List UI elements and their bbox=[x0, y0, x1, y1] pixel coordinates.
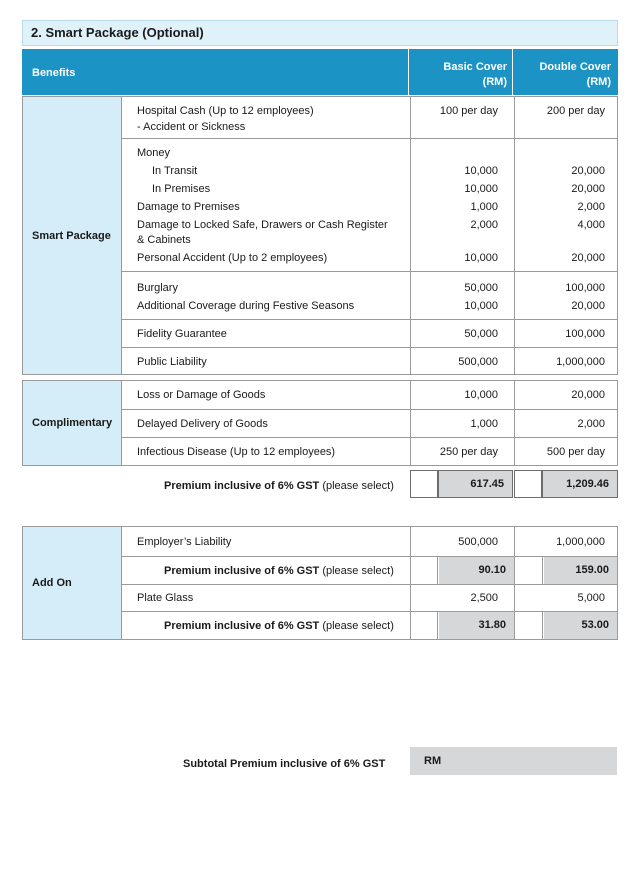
table-row bbox=[122, 410, 617, 438]
hospital-cash-label: Hospital Cash (Up to 12 employees) bbox=[137, 105, 314, 117]
festive-label: Additional Coverage during Festive Seasons bbox=[137, 300, 355, 312]
smart-package-label: Smart Package bbox=[32, 229, 111, 242]
table-row bbox=[122, 557, 617, 585]
plate-glass-basic: 2,500 bbox=[470, 592, 498, 604]
table-row bbox=[122, 438, 617, 465]
table-row bbox=[122, 320, 617, 348]
in-transit-double: 20,000 bbox=[571, 165, 605, 177]
smart-package-block bbox=[22, 96, 618, 375]
in-premises-double: 20,000 bbox=[571, 183, 605, 195]
header-benefits: Benefits bbox=[32, 67, 76, 79]
public-liability-label: Public Liability bbox=[137, 356, 207, 368]
employers-liability-basic: 500,000 bbox=[458, 536, 498, 548]
employers-double-checkbox[interactable] bbox=[515, 557, 543, 584]
in-premises-label: In Premises bbox=[152, 183, 211, 195]
table-row bbox=[122, 272, 617, 320]
plate-basic-checkbox[interactable] bbox=[410, 612, 438, 639]
premium-label bbox=[164, 480, 394, 492]
employers-double-premium: 159.00 bbox=[544, 557, 617, 584]
damage-safe-label: Damage to Locked Safe, Drawers or Cash Register bbox=[137, 219, 388, 231]
damage-premises-label: Damage to Premises bbox=[137, 201, 240, 213]
money-label: Money bbox=[137, 147, 171, 159]
header-double-cover-unit: (RM) bbox=[586, 76, 611, 88]
plate-basic-premium: 31.80 bbox=[439, 612, 514, 639]
table-row bbox=[122, 585, 617, 612]
header-basic-cover bbox=[412, 60, 507, 90]
complimentary-block bbox=[22, 380, 618, 466]
loss-goods-double: 20,000 bbox=[571, 389, 605, 401]
personal-accident-label: Personal Accident (Up to 2 employees) bbox=[137, 252, 328, 264]
hospital-cash-double: 200 per day bbox=[546, 105, 605, 117]
delayed-delivery-double: 2,000 bbox=[577, 418, 605, 430]
hospital-cash-basic: 100 per day bbox=[439, 105, 498, 117]
table-header bbox=[22, 49, 618, 95]
header-double-cover-label: Double Cover bbox=[539, 61, 611, 73]
header-basic-cover-unit: (RM) bbox=[482, 76, 507, 88]
fidelity-double: 100,000 bbox=[565, 328, 605, 340]
burglary-double: 100,000 bbox=[565, 282, 605, 294]
in-transit-basic: 10,000 bbox=[464, 165, 498, 177]
employers-liability-label: Employer’s Liability bbox=[137, 536, 232, 548]
header-divider bbox=[512, 49, 513, 95]
complimentary-label-cell bbox=[23, 381, 122, 465]
premium-label-bold: Premium inclusive of 6% GST bbox=[164, 620, 320, 632]
complimentary-label: Complimentary bbox=[32, 417, 113, 429]
add-on-block bbox=[22, 526, 618, 640]
premium-label-note: (please select) bbox=[319, 620, 394, 632]
header-basic-cover-label: Basic Cover bbox=[443, 61, 507, 73]
table-row bbox=[122, 381, 617, 410]
table-row bbox=[122, 612, 617, 639]
premium-label-bold: Premium inclusive of 6% GST bbox=[164, 565, 320, 577]
damage-safe-double: 4,000 bbox=[577, 219, 605, 231]
add-on-label: Add On bbox=[32, 577, 72, 589]
delayed-delivery-label: Delayed Delivery of Goods bbox=[137, 418, 268, 430]
premium-label-note: (please select) bbox=[319, 480, 394, 492]
table-row bbox=[122, 97, 617, 139]
infectious-disease-label: Infectious Disease (Up to 12 employees) bbox=[137, 446, 336, 458]
employers-basic-checkbox[interactable] bbox=[410, 557, 438, 584]
loss-goods-basic: 10,000 bbox=[464, 389, 498, 401]
infectious-disease-double: 500 per day bbox=[546, 446, 605, 458]
subtotal-field[interactable] bbox=[410, 747, 617, 775]
table-row bbox=[122, 527, 617, 557]
plate-glass-double: 5,000 bbox=[577, 592, 605, 604]
plate-glass-label: Plate Glass bbox=[137, 592, 194, 604]
header-double-cover bbox=[516, 60, 611, 90]
table-row bbox=[122, 348, 617, 374]
infectious-disease-basic: 250 per day bbox=[439, 446, 498, 458]
basic-premium-value: 617.45 bbox=[438, 470, 513, 498]
public-liability-basic: 500,000 bbox=[458, 356, 498, 368]
premium-label-note: (please select) bbox=[319, 565, 394, 577]
smart-package-label-cell bbox=[23, 97, 122, 374]
damage-safe-sublabel: & Cabinets bbox=[137, 234, 191, 246]
festive-basic: 10,000 bbox=[464, 300, 498, 312]
delayed-delivery-basic: 1,000 bbox=[470, 418, 498, 430]
plate-double-premium: 53.00 bbox=[544, 612, 617, 639]
hospital-cash-sublabel: - Accident or Sickness bbox=[137, 121, 246, 133]
add-on-label-cell bbox=[23, 527, 122, 639]
double-premium-value: 1,209.46 bbox=[542, 470, 618, 498]
fidelity-basic: 50,000 bbox=[464, 328, 498, 340]
employers-premium-label bbox=[164, 565, 394, 577]
damage-premises-double: 2,000 bbox=[577, 201, 605, 213]
subtotal-currency: RM bbox=[424, 755, 442, 767]
festive-double: 20,000 bbox=[571, 300, 605, 312]
plate-double-checkbox[interactable] bbox=[515, 612, 543, 639]
in-transit-label: In Transit bbox=[152, 165, 198, 177]
public-liability-double: 1,000,000 bbox=[556, 356, 605, 368]
burglary-label: Burglary bbox=[137, 282, 178, 294]
header-divider bbox=[408, 49, 409, 95]
loss-goods-label: Loss or Damage of Goods bbox=[137, 389, 266, 401]
table-row bbox=[122, 139, 617, 272]
double-cover-checkbox[interactable] bbox=[514, 470, 542, 498]
personal-accident-double: 20,000 bbox=[571, 252, 605, 264]
employers-liability-double: 1,000,000 bbox=[556, 536, 605, 548]
damage-premises-basic: 1,000 bbox=[470, 201, 498, 213]
basic-cover-checkbox[interactable] bbox=[410, 470, 438, 498]
damage-safe-basic: 2,000 bbox=[470, 219, 498, 231]
section-title: 2. Smart Package (Optional) bbox=[22, 20, 618, 46]
burglary-basic: 50,000 bbox=[464, 282, 498, 294]
plate-glass-premium-label bbox=[164, 620, 394, 632]
in-premises-basic: 10,000 bbox=[464, 183, 498, 195]
fidelity-label: Fidelity Guarantee bbox=[137, 328, 227, 340]
subtotal-label: Subtotal Premium inclusive of 6% GST bbox=[183, 758, 386, 770]
personal-accident-basic: 10,000 bbox=[464, 252, 498, 264]
employers-basic-premium: 90.10 bbox=[439, 557, 514, 584]
premium-label-bold: Premium inclusive of 6% GST bbox=[164, 480, 320, 492]
